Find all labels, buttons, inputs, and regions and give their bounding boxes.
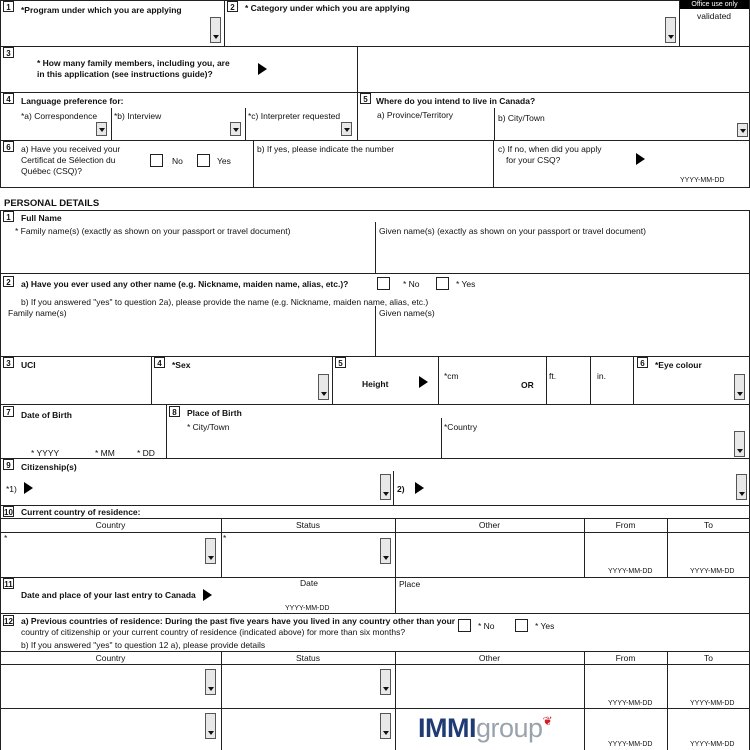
arrow-right-icon [258, 63, 267, 75]
chevron-down-icon [344, 128, 350, 132]
citizenship-1-label: *1) [6, 484, 17, 494]
prev-to-format: YYYY-MM-DD [690, 741, 735, 748]
chevron-down-icon [383, 492, 389, 496]
question-number: 11 [4, 580, 13, 589]
csq-no-checkbox[interactable] [150, 154, 163, 167]
col-country: Country [95, 653, 126, 663]
dob-label: Date of Birth [21, 410, 72, 420]
col-other: Other [478, 653, 501, 663]
question-number: 8 [169, 406, 180, 417]
chevron-down-icon [737, 449, 743, 453]
arrow-right-icon [419, 376, 428, 388]
csq-apply-line1: c) If no, when did you apply [498, 144, 602, 154]
prev-residence-yes-checkbox[interactable] [515, 619, 528, 632]
pob-label: Place of Birth [187, 408, 242, 418]
col-from: From [615, 653, 636, 663]
question-number: 5 [335, 357, 346, 368]
other-name-question: a) Have you ever used any other name (e.g. Nickname, maiden name, alias, etc.)? [21, 279, 349, 289]
csq-no-label: No [172, 156, 183, 166]
dob-month-label: * MM [95, 448, 115, 458]
chevron-down-icon [668, 35, 674, 39]
question-number: 12 [4, 617, 13, 626]
city-label: b) City/Town [498, 113, 545, 123]
question-number: 3 [3, 357, 14, 368]
other-name-yes-checkbox[interactable] [436, 277, 449, 290]
other-family-name-label: Family name(s) [8, 308, 67, 318]
arrow-right-icon [24, 482, 33, 494]
question-number: 4 [154, 357, 165, 368]
question-number: 2 [227, 1, 238, 12]
last-entry-label: Date and place of your last entry to Canada [21, 590, 196, 600]
residence-to-format: YYYY-MM-DD [690, 568, 735, 575]
residence-from-format: YYYY-MM-DD [608, 568, 653, 575]
required-star: * [223, 533, 227, 543]
interpreter-dropdown[interactable] [341, 122, 352, 136]
question-number: 7 [3, 406, 14, 417]
prev-residence-text: a) Previous countries of residence: During the past five years have you lived in any country other than your [21, 616, 456, 626]
height-in-label: in. [597, 371, 606, 381]
interview-dropdown[interactable] [230, 122, 241, 136]
prev-to-format: YYYY-MM-DD [690, 700, 735, 707]
citizenship-1-dropdown[interactable] [380, 474, 391, 500]
family-members-input[interactable] [358, 47, 748, 91]
dob-year-label: * YYYY [31, 448, 60, 458]
pob-city-label: * City/Town [187, 422, 230, 432]
intend-live-label: Where do you intend to live in Canada? [376, 96, 536, 106]
interpreter-label: *c) Interpreter requested [248, 111, 341, 121]
family-name-label: * Family name(s) (exactly as shown on your passport or travel document) [15, 226, 291, 236]
other-name-no-label: * No [403, 279, 420, 289]
eye-colour-label: *Eye colour [655, 360, 702, 370]
family-members-line1: * How many family members, including you, are [37, 58, 230, 68]
pob-country-label: *Country [444, 422, 478, 432]
chevron-down-icon [740, 129, 746, 133]
program-label: *Program under which you are applying [21, 5, 182, 15]
last-entry-date-label: Date [300, 578, 318, 588]
correspondence-label: *a) Correspondence [21, 111, 98, 121]
city-dropdown[interactable] [737, 123, 748, 137]
uci-label: UCI [21, 360, 36, 370]
citizenship-2-dropdown[interactable] [736, 474, 747, 500]
maple-leaf-icon: ❦ [542, 714, 553, 728]
question-number: 3 [3, 47, 14, 58]
col-to: To [704, 520, 713, 530]
height-cm-label: *cm [444, 371, 459, 381]
question-number: 1 [3, 211, 14, 222]
question-number: 6 [637, 357, 648, 368]
prev-status-dropdown-1[interactable] [380, 669, 391, 695]
csq-yes-label: Yes [217, 156, 231, 166]
full-name-title: Full Name [21, 213, 62, 223]
csq-yes-checkbox[interactable] [197, 154, 210, 167]
question-number: 9 [3, 459, 14, 470]
csq-number-label: b) If yes, please indicate the number [257, 144, 395, 154]
office-validated: validated [697, 11, 732, 21]
residence-country-dropdown[interactable] [205, 538, 216, 564]
section-title: PERSONAL DETAILS [4, 198, 100, 209]
correspondence-dropdown[interactable] [96, 122, 107, 136]
last-entry-place-label: Place [399, 579, 421, 589]
prev-country-dropdown-1[interactable] [205, 669, 216, 695]
language-pref-label: Language preference for: [21, 96, 124, 106]
prev-from-format: YYYY-MM-DD [608, 741, 653, 748]
eye-colour-dropdown[interactable] [734, 374, 745, 400]
col-status: Status [295, 520, 321, 530]
chevron-down-icon [233, 128, 239, 132]
csq-line3: Québec (CSQ)? [21, 166, 82, 176]
chevron-down-icon [383, 556, 389, 560]
other-name-no-checkbox[interactable] [377, 277, 390, 290]
chevron-down-icon [383, 687, 389, 691]
prev-residence-details-label: b) If you answered "yes" to question 12 a), please provide details [21, 640, 266, 650]
interview-label: *b) Interview [114, 111, 162, 121]
citizenship-label: Citizenship(s) [21, 462, 77, 472]
csq-line2: Certificat de Sélection du [21, 155, 116, 165]
province-label: a) Province/Territory [377, 110, 454, 120]
col-from: From [615, 520, 636, 530]
chevron-down-icon [739, 492, 745, 496]
family-members-line2: in this application (see instructions guide)? [37, 69, 213, 79]
given-name-label: Given name(s) (exactly as shown on your passport or travel document) [379, 226, 646, 236]
logo-text-immi: IMMI [418, 713, 476, 743]
citizenship-2-label: 2) [397, 484, 405, 494]
arrow-right-icon [415, 482, 424, 494]
current-residence-label: Current country of residence: [21, 507, 141, 517]
residence-status-dropdown[interactable] [380, 538, 391, 564]
prev-country-dropdown-2[interactable] [205, 713, 216, 739]
pob-country-dropdown[interactable] [734, 431, 745, 457]
prev-residence-line2: country of citizenship or your current country of residence (indicated above) for more than six months? [21, 627, 406, 637]
question-number: 2 [3, 276, 14, 287]
col-other: Other [478, 520, 501, 530]
chevron-down-icon [208, 731, 214, 735]
program-dropdown[interactable] [210, 17, 221, 43]
chevron-down-icon [208, 687, 214, 691]
chevron-down-icon [737, 392, 743, 396]
question-number: 5 [360, 93, 371, 104]
height-ft-label: ft. [549, 371, 557, 381]
sex-label: *Sex [172, 360, 191, 370]
csq-line1: a) Have you received your [21, 144, 121, 154]
col-to: To [704, 653, 713, 663]
chevron-down-icon [213, 35, 219, 39]
prev-residence-line1 [21, 616, 455, 626]
question-number: 1 [3, 1, 14, 12]
other-name-details: b) If you answered "yes" to question 2a), please provide the name (e.g. Nickname, maiden name, alias, etc.) [21, 297, 429, 307]
col-status: Status [295, 653, 321, 663]
logo-text-group: group [476, 713, 543, 743]
chevron-down-icon [99, 128, 105, 132]
category-dropdown[interactable] [665, 17, 676, 43]
last-entry-date-format: YYYY-MM-DD [285, 605, 330, 612]
chevron-down-icon [208, 556, 214, 560]
csq-apply-line2: for your CSQ? [506, 155, 561, 165]
height-or-label: OR [521, 380, 534, 390]
col-country: Country [95, 520, 126, 530]
height-label: Height [362, 379, 389, 389]
prev-residence-no-checkbox[interactable] [458, 619, 471, 632]
prev-from-format: YYYY-MM-DD [608, 700, 653, 707]
arrow-right-icon [636, 153, 645, 165]
arrow-right-icon [203, 589, 212, 601]
chevron-down-icon [321, 392, 327, 396]
question-number: 10 [4, 508, 13, 517]
other-name-yes-label: * Yes [456, 279, 476, 289]
category-label: * Category under which you are applying [245, 3, 410, 13]
prev-residence-no-label: * No [478, 621, 495, 631]
prev-residence-yes-label: * Yes [535, 621, 555, 631]
question-number: 4 [3, 93, 14, 104]
dob-day-label: * DD [137, 448, 155, 458]
immigroup-logo [418, 710, 552, 746]
prev-status-dropdown-2[interactable] [380, 713, 391, 739]
csq-date-format: YYYY-MM-DD [680, 177, 725, 184]
office-use-header: Office use only [680, 0, 749, 9]
other-given-name-label: Given name(s) [379, 308, 435, 318]
required-star: * [4, 533, 8, 543]
sex-dropdown[interactable] [318, 374, 329, 400]
chevron-down-icon [383, 731, 389, 735]
question-number: 6 [3, 141, 14, 152]
